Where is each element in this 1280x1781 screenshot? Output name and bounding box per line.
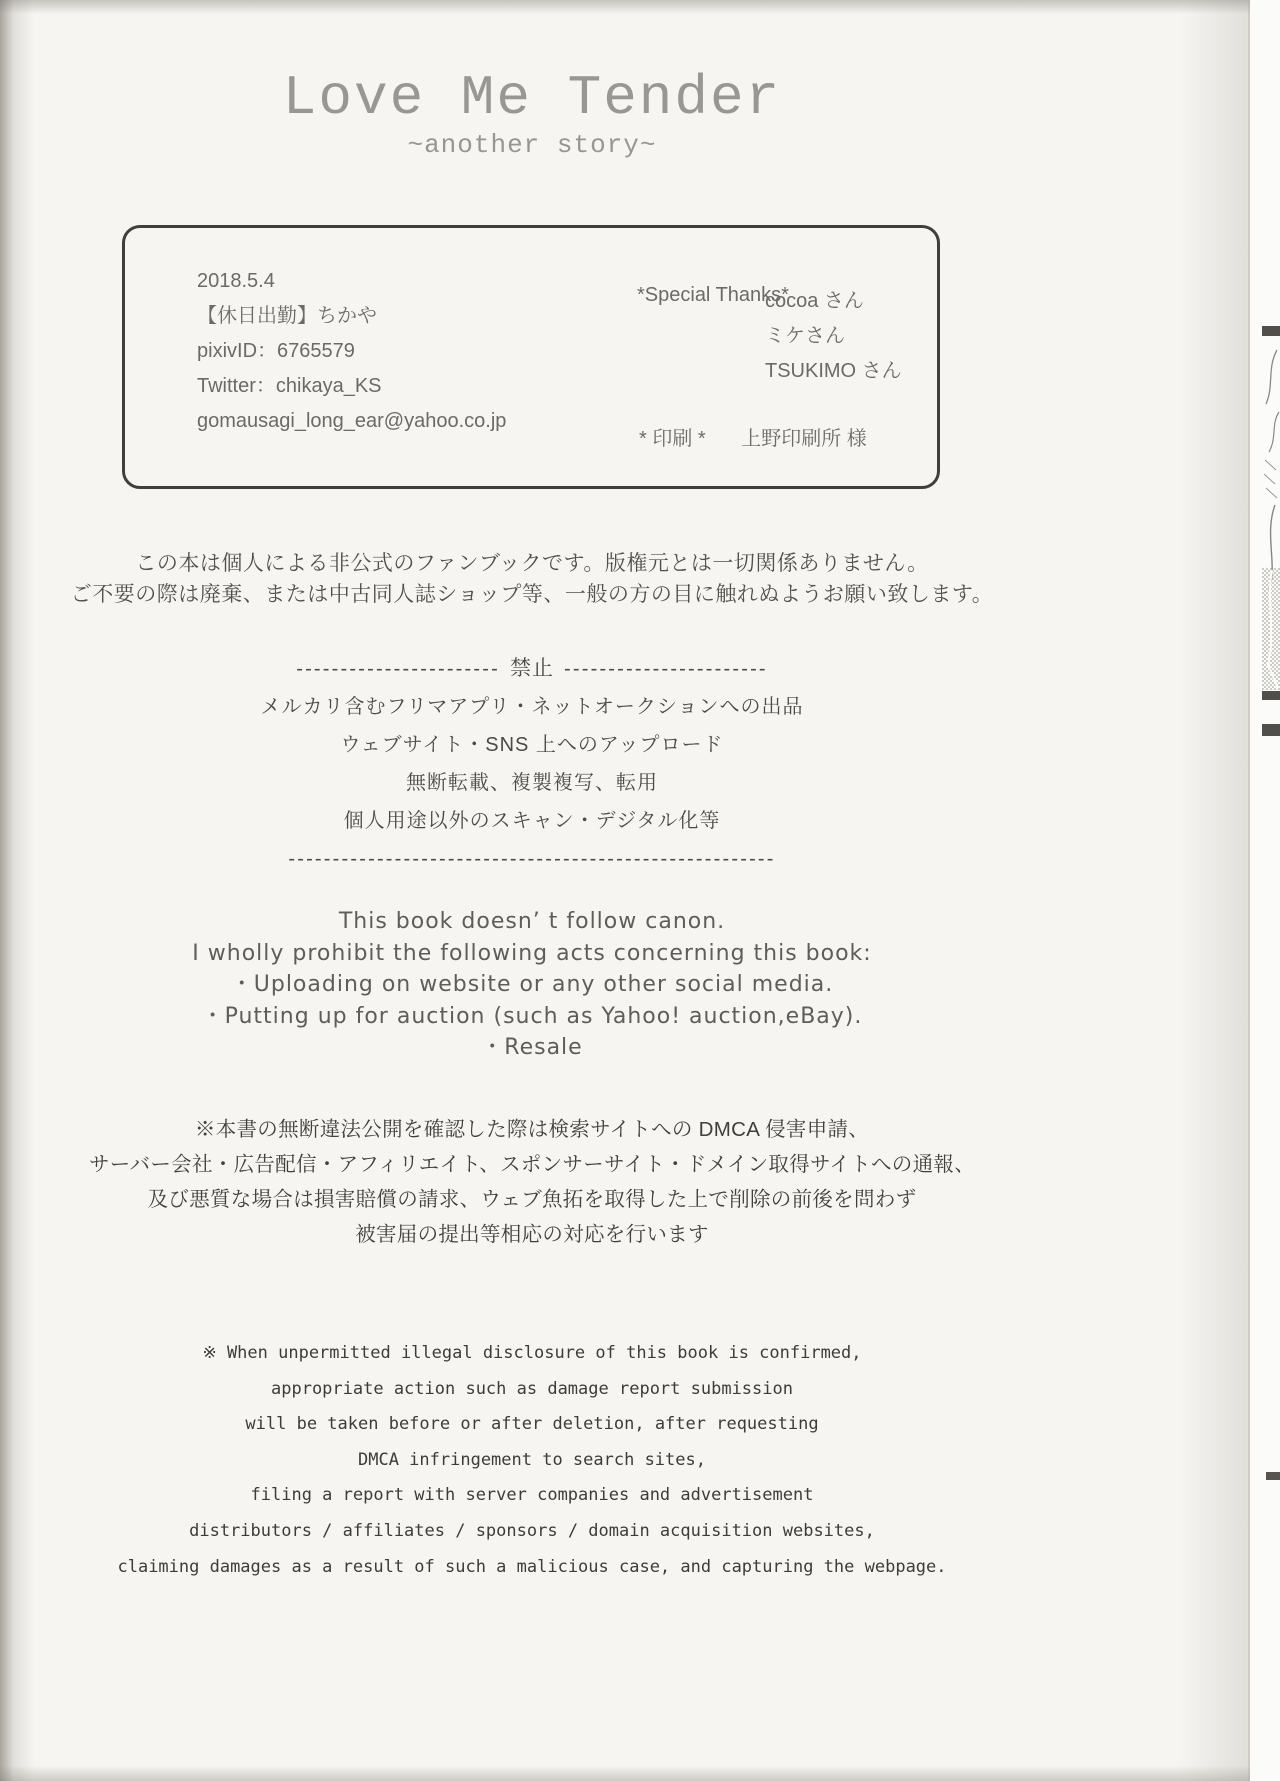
notice-line: ・Resale: [481, 1035, 583, 1060]
notice-line: ・Putting up for auction (such as Yahoo! auction,eBay).: [201, 1003, 863, 1029]
prohibited-item: 個人用途以外のスキャン・デジタル化等: [343, 810, 721, 832]
prohibited-header: [0, 650, 1064, 688]
thanks-name: TSUKIMO さん: [765, 360, 902, 382]
notice-line: ・Uploading on website or any other social media.: [230, 972, 834, 997]
book-title: Love Me Tender: [282, 66, 782, 130]
book-subtitle: ~another story~: [407, 130, 657, 160]
dash-rule-footer: -------------------------------------------------------: [288, 848, 776, 870]
dmca-en-line: appropriate action such as damage report submission: [271, 1378, 793, 1399]
circle-and-author: 【休日出勤】ちかや: [197, 305, 377, 327]
notice-line: I wholly prohibit the following acts concerning this book:: [192, 940, 872, 966]
dmca-en-line: filing a report with server companies and advertisement: [250, 1485, 814, 1506]
manga-art-sliver: [1262, 320, 1280, 750]
colophon-box: [122, 225, 940, 489]
publish-date: 2018.5.4: [197, 270, 275, 292]
disclaimer-line: この本は個人による非公式のファンブックです。版権元とは一切関係ありません。: [135, 552, 929, 575]
dmca-notice-en: [0, 1336, 1064, 1585]
dmca-jp-line: サーバー会社・広告配信・アフィリエイト、スポンサーサイト・ドメイン取得サイトへの通報、: [89, 1153, 975, 1176]
pixiv-id: pixivID：6765579: [197, 340, 355, 362]
next-page-panel-mark: [1266, 1472, 1280, 1480]
thanks-name: cocoa さん: [765, 290, 864, 312]
special-thanks-label: *Special Thanks*: [637, 284, 789, 306]
dash-rule-right: -----------------------: [564, 658, 768, 680]
dmca-en-line: DMCA infringement to search sites,: [358, 1449, 706, 1470]
disclaimer-line: ご不要の際は廃棄、または中古同人誌ショップ等、一般の方の目に触れぬようお願い致します。: [70, 583, 994, 606]
page-edge-shadow-bottom: [0, 1765, 1280, 1781]
notice-line: This book doesn’ t follow canon.: [338, 909, 726, 934]
dmca-en-line: will be taken before or after deletion, after requesting: [245, 1414, 819, 1435]
prohibited-section: [0, 650, 1064, 878]
dmca-notice-jp: [0, 1112, 1064, 1252]
unofficial-disclaimer: [0, 548, 1064, 610]
prohibited-label: 禁止: [510, 657, 554, 680]
next-page-strip: [1250, 0, 1280, 1781]
thanks-name: ミケさん: [765, 325, 845, 347]
author-info: [197, 264, 506, 439]
printer-label: * 印刷 *: [639, 428, 706, 450]
dmca-en-line: ※ When unpermitted illegal disclosure of this book is confirmed,: [202, 1343, 862, 1363]
dash-rule-left: -----------------------: [296, 658, 500, 680]
page-edge-shadow-top: [0, 0, 1280, 14]
dmca-en-line: distributors / affiliates / sponsors / domain acquisition websites,: [189, 1520, 875, 1541]
prohibited-item: ウェブサイト・SNS 上へのアップロード: [340, 734, 724, 756]
dmca-jp-line: 被害届の提出等相応の対応を行います: [355, 1223, 709, 1246]
page-edge-shadow-right: [1180, 0, 1248, 1781]
english-notice: [0, 906, 1064, 1064]
twitter-handle: Twitter：chikaya_KS: [197, 375, 382, 397]
prohibited-item: メルカリ含むフリマアプリ・ネットオークションへの出品: [260, 696, 804, 718]
printer-credit: [639, 422, 867, 451]
printer-name: 上野印刷所 様: [741, 428, 867, 450]
special-thanks-names: [765, 284, 902, 389]
dmca-jp-line: 及び悪質な場合は損害賠償の請求、ウェブ魚拓を取得した上で削除の前後を問わず: [147, 1188, 917, 1211]
email-address: gomausagi_long_ear@yahoo.co.jp: [197, 410, 507, 432]
prohibited-item: 無断転載、複製複写、転用: [406, 772, 658, 794]
dmca-jp-line: ※本書の無断違法公開を確認した際は検索サイトへの DMCA 侵害申請、: [194, 1118, 870, 1141]
dmca-en-line: claiming damages as a result of such a malicious case, and capturing the webpage.: [117, 1556, 947, 1577]
next-page-art-bleed: [1262, 320, 1280, 750]
title-block: [0, 66, 1064, 160]
